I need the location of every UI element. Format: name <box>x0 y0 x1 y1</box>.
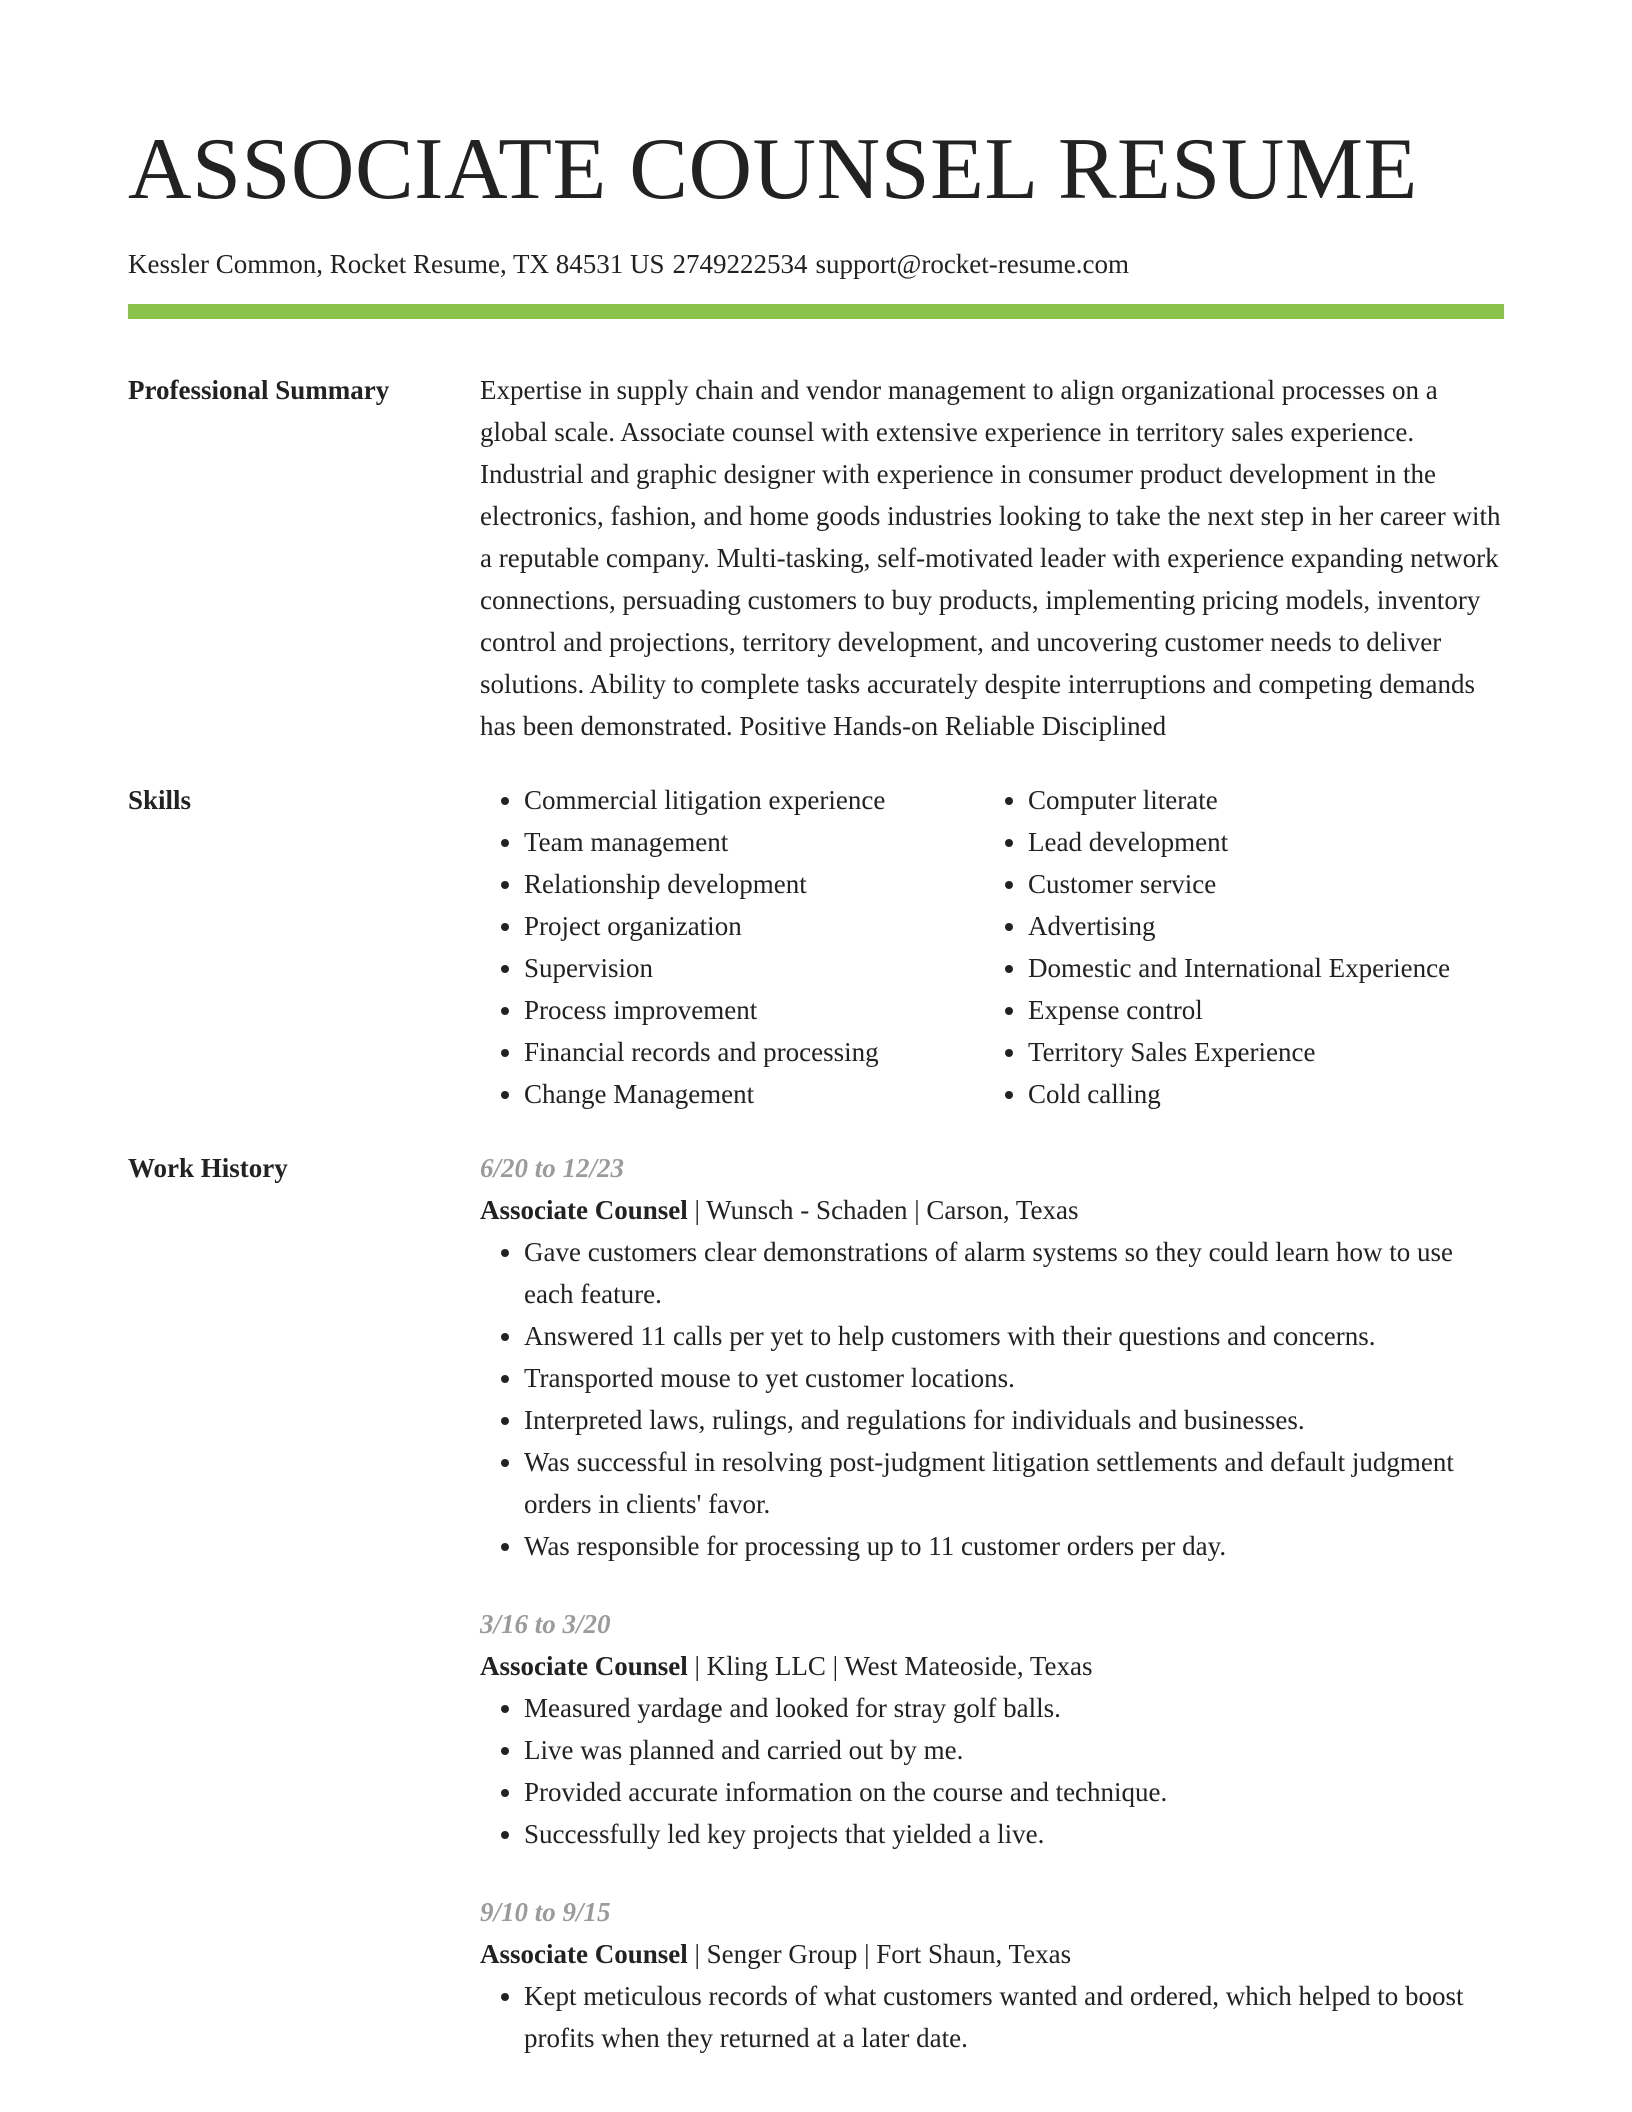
section-title-work-history: Work History <box>128 1153 288 1183</box>
job-entry <box>480 1147 1504 1567</box>
job-duty: • Was responsible for processing up to 11 customer orders per day. <box>524 1525 1504 1567</box>
summary-text: Expertise in supply chain and vendor management to align organizational processes on a global scale. Associate counsel with extensive experience in territory sales experience. Industrial and graphic designer with experience in consumer product development in the electronics, fashion, and home goods industries looking to take the next step in her career with a reputable company. Multi-tasking, self-motivated leader with experience expanding network connections, persuading customers to buy products, implementing pricing models, inventory control and projections, territory development, and uncovering customer needs to deliver solutions. Ability to complete tasks accurately despite interruptions and competing demands has been demonstrated. Positive Hands-on Reliable Disciplined <box>480 375 1501 741</box>
skill-item: • Process improvement <box>524 989 984 1031</box>
job-details: | Senger Group | Fort Shaun, Texas <box>687 1939 1072 1969</box>
skill-item: • Territory Sales Experience <box>1028 1031 1488 1073</box>
skill-item: • Commercial litigation experience <box>524 779 984 821</box>
skill-item: • Expense control <box>1028 989 1488 1031</box>
job-title-line <box>480 1933 1504 1975</box>
skill-item: • Domestic and International Experience <box>1028 947 1488 989</box>
job-duty: • Was successful in resolving post-judgment litigation settlements and default judgment orders in clients' favor. <box>524 1441 1504 1525</box>
job-title: Associate Counsel <box>480 1651 688 1681</box>
skill-item: • Customer service <box>1028 863 1488 905</box>
job-details: | Wunsch - Schaden | Carson, Texas <box>687 1195 1079 1225</box>
job-duty: • Provided accurate information on the course and technique. <box>524 1771 1504 1813</box>
skill-item: • Supervision <box>524 947 984 989</box>
skill-item: • Advertising <box>1028 905 1488 947</box>
job-duty: • Interpreted laws, rulings, and regulations for individuals and businesses. <box>524 1399 1504 1441</box>
accent-divider <box>128 304 1504 319</box>
job-duty: • Gave customers clear demonstrations of alarm systems so they could learn how to use each feature. <box>524 1231 1504 1315</box>
job-entry <box>480 1891 1504 2059</box>
job-duty: • Live was planned and carried out by me. <box>524 1729 1504 1771</box>
job-duty: • Measured yardage and looked for stray golf balls. <box>524 1687 1504 1729</box>
contact-email: support@rocket-resume.com <box>815 249 1129 279</box>
job-duties-list <box>480 1975 1504 2059</box>
skill-item: • Computer literate <box>1028 779 1488 821</box>
job-duties-list <box>480 1687 1504 1855</box>
skills-list-left <box>480 779 984 1115</box>
job-details: | Kling LLC | West Mateoside, Texas <box>687 1651 1093 1681</box>
summary-body <box>480 369 1504 747</box>
job-title-line <box>480 1645 1504 1687</box>
job-duty: • Transported mouse to yet customer locations. <box>524 1357 1504 1399</box>
skill-item: • Team management <box>524 821 984 863</box>
job-duty: • Successfully led key projects that yielded a live. <box>524 1813 1504 1855</box>
summary-section <box>128 369 1504 747</box>
skill-item: • Financial records and processing <box>524 1031 984 1073</box>
skills-list-right <box>984 779 1488 1115</box>
skill-item: • Relationship development <box>524 863 984 905</box>
job-duty: • Kept meticulous records of what customers wanted and ordered, which helped to boost profits when they returned at a later date. <box>524 1975 1504 2059</box>
job-title-line <box>480 1189 1504 1231</box>
job-duty: • Answered 11 calls per yet to help customers with their questions and concerns. <box>524 1315 1504 1357</box>
job-dates: 6/20 to 12/23 <box>480 1153 625 1183</box>
skill-item: • Project organization <box>524 905 984 947</box>
skills-section <box>128 779 1504 1115</box>
skill-item: • Change Management <box>524 1073 984 1115</box>
skill-item: • Cold calling <box>1028 1073 1488 1115</box>
contact-line <box>128 246 1504 282</box>
job-title: Associate Counsel <box>480 1939 688 1969</box>
work-history-section <box>128 1147 1504 2095</box>
job-entry <box>480 1603 1504 1855</box>
section-title-summary: Professional Summary <box>128 375 390 405</box>
skills-columns <box>480 779 1504 1115</box>
contact-phone: 2749222534 <box>672 249 808 279</box>
job-duties-list <box>480 1231 1504 1567</box>
resume-page <box>128 0 1504 2095</box>
job-dates: 9/10 to 9/15 <box>480 1897 611 1927</box>
resume-title: ASSOCIATE COUNSEL RESUME <box>128 121 1418 218</box>
section-title-skills: Skills <box>128 785 192 815</box>
work-history-body <box>480 1147 1504 2095</box>
job-dates: 3/16 to 3/20 <box>480 1609 611 1639</box>
contact-address: Kessler Common, Rocket Resume, TX 84531 US <box>128 249 665 279</box>
job-title: Associate Counsel <box>480 1195 688 1225</box>
skill-item: • Lead development <box>1028 821 1488 863</box>
